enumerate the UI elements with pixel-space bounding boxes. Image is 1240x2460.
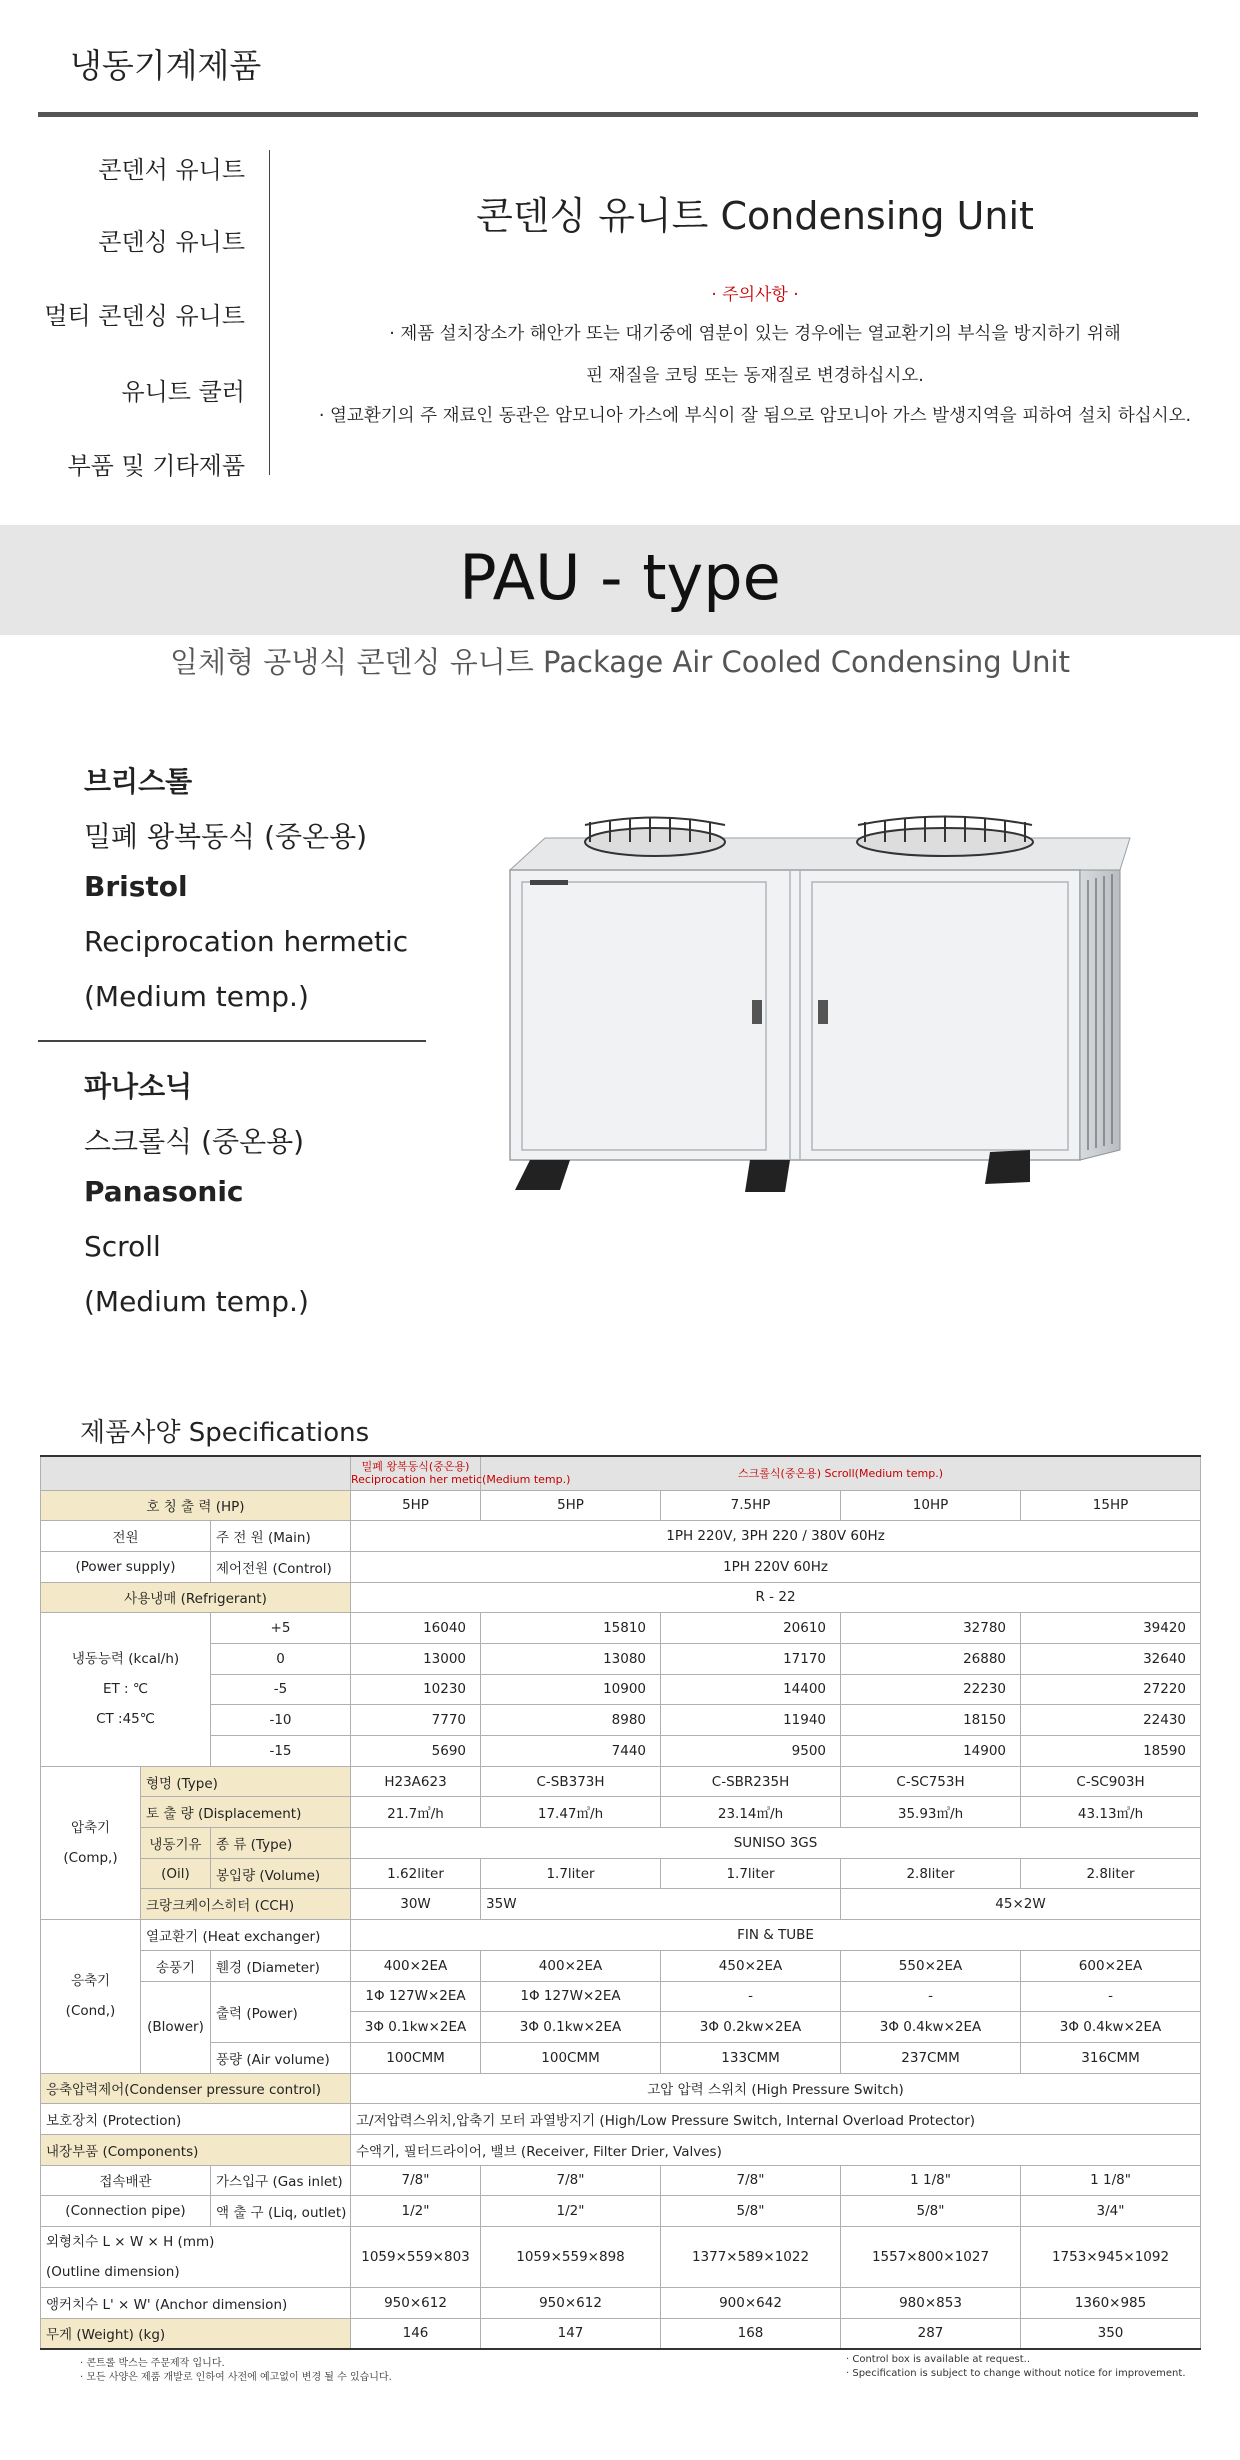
table-cell: 18590	[1021, 1736, 1201, 1767]
product-heading: 콘덴싱 유니트 Condensing Unit	[476, 194, 1034, 238]
table-row-subheader: 주 전 원 (Main)	[211, 1521, 351, 1552]
table-cell: C-SC903H	[1021, 1766, 1201, 1797]
table-cell: 22230	[841, 1674, 1021, 1705]
table-cell: 15HP	[1021, 1490, 1201, 1521]
table-row-subheader: 크랑크케이스히터 (CCH)	[141, 1889, 351, 1920]
table-cell: 5/8"	[841, 2196, 1021, 2227]
table-cell: SUNISO 3GS	[351, 1828, 1201, 1859]
table-cell: 900×642	[661, 2288, 841, 2319]
brand-type-en: Reciprocation hermetic	[84, 925, 409, 958]
table-row	[41, 1950, 1201, 1981]
footnote: · 콘트롤 박스는 주문제작 입니다.	[80, 2358, 225, 2369]
table-cell: 1377×589×1022	[661, 2227, 841, 2288]
table-row	[41, 1551, 1201, 1582]
table-cell: 133CMM	[661, 2042, 841, 2073]
table-cell: C-SBR235H	[661, 1766, 841, 1797]
table-cell: -	[841, 1981, 1021, 2012]
table-cell: 237CMM	[841, 2042, 1021, 2073]
table-cell: 32640	[1021, 1643, 1201, 1674]
table-cell: 43.13㎥/h	[1021, 1797, 1201, 1828]
brand-type-en: Scroll	[84, 1230, 161, 1263]
table-row	[41, 2042, 1201, 2073]
table-cell: 23.14㎥/h	[661, 1797, 841, 1828]
table-row	[41, 1736, 1201, 1767]
table-row-subheader: 제어전원 (Control)	[211, 1551, 351, 1582]
table-cell: 5690	[351, 1736, 481, 1767]
table-row-header: 사용냉매 (Refrigerant)	[41, 1582, 351, 1613]
table-cell: 10230	[351, 1674, 481, 1705]
specs-title: 제품사양 Specifications	[80, 1418, 370, 1448]
table-row	[41, 1456, 1201, 1490]
notice-line: · 제품 설치장소가 해안가 또는 대기중에 염분이 있는 경우에는 열교환기의 부식을 방지하기 위해	[389, 324, 1121, 344]
brand-type-ko: 밀폐 왕복동식 (중온용)	[84, 820, 368, 853]
footnote: · Specification is subject to change without notice for improvement.	[846, 2368, 1186, 2379]
table-cell: 고압 압력 스위치 (High Pressure Switch)	[351, 2073, 1201, 2104]
table-row	[41, 1674, 1201, 1705]
table-row-subheader: -10	[211, 1705, 351, 1736]
table-cell: 1Φ 127W×2EA	[481, 1981, 661, 2012]
table-row-subheader: 출력 (Power)	[211, 1981, 351, 2042]
table-cell: 13000	[351, 1643, 481, 1674]
table-cell: 1/2"	[351, 2196, 481, 2227]
table-row	[41, 2196, 1201, 2227]
table-cell: 30W	[351, 1889, 481, 1920]
table-cell: 32780	[841, 1613, 1021, 1644]
table-cell: 10900	[481, 1674, 661, 1705]
table-cell: 5HP	[351, 1490, 481, 1521]
table-row-subheader: 토 출 량 (Displacement)	[141, 1797, 351, 1828]
table-cell: 3Φ 0.2kw×2EA	[661, 2012, 841, 2043]
table-cell: 7/8"	[661, 2165, 841, 2196]
table-cell: 10HP	[841, 1490, 1021, 1521]
brand-type-ko: 스크롤식 (중온용)	[84, 1125, 305, 1158]
brand-temp: (Medium temp.)	[84, 1285, 309, 1318]
table-cell: 600×2EA	[1021, 1950, 1201, 1981]
type-banner	[0, 525, 1240, 635]
table-row	[41, 1889, 1201, 1920]
table-cell: 1.7liter	[661, 1858, 841, 1889]
table-row	[41, 1920, 1201, 1951]
table-cell: 17.47㎥/h	[481, 1797, 661, 1828]
table-cell: 16040	[351, 1613, 481, 1644]
table-row	[41, 1613, 1201, 1644]
table-row-subheader: 봉입량 (Volume)	[211, 1858, 351, 1889]
table-row	[41, 1582, 1201, 1613]
table-row-header: 접속배관	[41, 2165, 211, 2196]
table-row	[41, 2227, 1201, 2288]
table-row	[41, 2073, 1201, 2104]
table-cell: H23A623	[351, 1766, 481, 1797]
table-cell: 147	[481, 2318, 661, 2349]
table-cell: C-SB373H	[481, 1766, 661, 1797]
brand-name-ko: 파나소닉	[84, 1070, 193, 1103]
table-row-header: 앵커치수 L' × W' (Anchor dimension)	[41, 2288, 351, 2319]
table-cell: 1.62liter	[351, 1858, 481, 1889]
table-row	[41, 2104, 1201, 2135]
table-cell: 7440	[481, 1736, 661, 1767]
spec-table	[40, 1455, 1201, 2350]
table-row	[41, 2134, 1201, 2165]
header-divider	[38, 112, 1198, 117]
table-row-header: (Connection pipe)	[41, 2196, 211, 2227]
table-row-header: 전원	[41, 1521, 211, 1552]
table-cell: 2.8liter	[841, 1858, 1021, 1889]
notice-line: 핀 재질을 코팅 또는 동재질로 변경하십시오.	[586, 366, 924, 386]
table-cell: C-SC753H	[841, 1766, 1021, 1797]
table-cell: 8980	[481, 1705, 661, 1736]
table-cell: 1059×559×803	[351, 2227, 481, 2288]
table-row-subheader: 풍량 (Air volume)	[211, 2042, 351, 2073]
table-row-subheader: (Oil)	[141, 1858, 211, 1889]
table-cell: R - 22	[351, 1582, 1201, 1613]
table-row	[41, 1766, 1201, 1797]
table-row-header: 응축압력제어(Condenser pressure control)	[41, 2073, 351, 2104]
table-row	[41, 1643, 1201, 1674]
table-cell: 3Φ 0.1kw×2EA	[481, 2012, 661, 2043]
table-row-subheader: 0	[211, 1643, 351, 1674]
table-row-header: 압축기 (Comp,)	[41, 1766, 141, 1919]
table-cell: 550×2EA	[841, 1950, 1021, 1981]
table-cell: 3/4"	[1021, 2196, 1201, 2227]
table-cell: 950×612	[481, 2288, 661, 2319]
table-cell: 316CMM	[1021, 2042, 1201, 2073]
table-cell: 수액기, 필터드라이어, 밸브 (Receiver, Filter Drier, Valves)	[351, 2134, 1201, 2165]
brand-name-en: Bristol	[84, 870, 188, 903]
nav-item-condenser-unit[interactable]: 콘덴서 유니트	[98, 156, 245, 184]
table-row	[41, 2288, 1201, 2319]
table-row-subheader: 송풍기	[141, 1950, 211, 1981]
table-row	[41, 2165, 1201, 2196]
header-title: 냉동기계제품	[70, 46, 262, 85]
table-cell: 21.7㎥/h	[351, 1797, 481, 1828]
brand-name-en: Panasonic	[84, 1175, 244, 1208]
footnote: · Control box is available at request..	[846, 2354, 1031, 2365]
table-cell: 35W	[481, 1889, 841, 1920]
brand-temp: (Medium temp.)	[84, 980, 309, 1013]
type-subtitle: 일체형 공냉식 콘덴싱 유니트 Package Air Cooled Condensing Unit	[170, 645, 1070, 679]
table-group-header: 스크롤식(중온용) Scroll(Medium temp.)	[481, 1456, 1201, 1490]
table-cell: 950×612	[351, 2288, 481, 2319]
table-cell: 7/8"	[481, 2165, 661, 2196]
table-row-subheader: 열교환기 (Heat exchanger)	[141, 1920, 351, 1951]
nav-item-unit-cooler[interactable]: 유니트 쿨러	[121, 378, 245, 406]
table-cell: 1PH 220V, 3PH 220 / 380V 60Hz	[351, 1521, 1201, 1552]
table-cell: 27220	[1021, 1674, 1201, 1705]
table-row-subheader: 냉동기유	[141, 1828, 211, 1859]
table-row-header: 무게 (Weight) (kg)	[41, 2318, 351, 2349]
table-cell: 400×2EA	[351, 1950, 481, 1981]
table-cell: 1557×800×1027	[841, 2227, 1021, 2288]
table-row-header: 내장부품 (Components)	[41, 2134, 351, 2165]
table-cell: 35.93㎥/h	[841, 1797, 1021, 1828]
table-row	[41, 2318, 1201, 2349]
table-group-header: 밀폐 왕복동식(중온용) Reciprocation her metic(Medium temp.)	[351, 1456, 481, 1490]
table-cell: 1.7liter	[481, 1858, 661, 1889]
table-cell: 13080	[481, 1643, 661, 1674]
table-row-subheader: +5	[211, 1613, 351, 1644]
table-cell: 3Φ 0.1kw×2EA	[351, 2012, 481, 2043]
table-cell: 9500	[661, 1736, 841, 1767]
nav-item-multi-condensing-unit[interactable]: 멀티 콘덴싱 유니트	[44, 302, 245, 330]
table-cell: 22430	[1021, 1705, 1201, 1736]
table-row-header: 호 칭 출 력 (HP)	[41, 1490, 351, 1521]
table-row-subheader: 액 출 구 (Liq, outlet)	[211, 2196, 351, 2227]
table-cell: 1/2"	[481, 2196, 661, 2227]
table-row	[41, 1981, 1201, 2012]
table-cell: 1PH 220V 60Hz	[351, 1551, 1201, 1582]
table-cell: 26880	[841, 1643, 1021, 1674]
table-row-subheader: 가스입구 (Gas inlet)	[211, 2165, 351, 2196]
table-cell: 2.8liter	[1021, 1858, 1201, 1889]
table-cell: 1 1/8"	[1021, 2165, 1201, 2196]
table-cell: 168	[661, 2318, 841, 2349]
brand-divider	[38, 1040, 426, 1042]
table-row	[41, 1521, 1201, 1552]
table-cell: 5HP	[481, 1490, 661, 1521]
table-row-header: 외형치수 L × W × H (mm) (Outline dimension)	[41, 2227, 351, 2288]
table-row-subheader: -15	[211, 1736, 351, 1767]
table-row	[41, 1490, 1201, 1521]
table-cell: 3Φ 0.4kw×2EA	[1021, 2012, 1201, 2043]
brand-name-ko: 브리스톨	[84, 765, 193, 798]
table-row-header: (Power supply)	[41, 1551, 211, 1582]
table-cell: 287	[841, 2318, 1021, 2349]
table-cell: -	[661, 1981, 841, 2012]
table-cell: 1Φ 127W×2EA	[351, 1981, 481, 2012]
table-cell: 100CMM	[481, 2042, 661, 2073]
table-cell: 18150	[841, 1705, 1021, 1736]
nav-item-condensing-unit[interactable]: 콘덴싱 유니트	[98, 228, 245, 256]
table-row-subheader: 종 류 (Type)	[211, 1828, 351, 1859]
table-row-subheader: -5	[211, 1674, 351, 1705]
table-cell: 400×2EA	[481, 1950, 661, 1981]
notice-title: · 주의사항 ·	[711, 285, 799, 305]
table-cell: 14900	[841, 1736, 1021, 1767]
table-cell: 1059×559×898	[481, 2227, 661, 2288]
table-cell: 100CMM	[351, 2042, 481, 2073]
table-cell: 고/저압력스위치,압축기 모터 과열방지기 (High/Low Pressure Switch, Internal Overload Protector)	[351, 2104, 1201, 2135]
table-row	[41, 1858, 1201, 1889]
table-cell: 7/8"	[351, 2165, 481, 2196]
table-cell: 15810	[481, 1613, 661, 1644]
table-cell: 3Φ 0.4kw×2EA	[841, 2012, 1021, 2043]
table-row	[41, 1828, 1201, 1859]
table-row-header: 보호장치 (Protection)	[41, 2104, 351, 2135]
table-cell: 17170	[661, 1643, 841, 1674]
table-row	[41, 1705, 1201, 1736]
table-cell: 146	[351, 2318, 481, 2349]
side-nav	[0, 150, 270, 480]
table-row-subheader: 휀경 (Diameter)	[211, 1950, 351, 1981]
table-cell: 7770	[351, 1705, 481, 1736]
nav-item-parts-other[interactable]: 부품 및 기타제품	[67, 452, 245, 480]
table-row-subheader: (Blower)	[141, 1981, 211, 2073]
table-row	[41, 1797, 1201, 1828]
type-title: PAU - type	[459, 541, 781, 614]
table-cell: 1360×985	[1021, 2288, 1201, 2319]
table-row-header: 냉동능력 (kcal/h) ET : ℃ CT :45℃	[41, 1613, 211, 1766]
table-row-header: 응축기 (Cond,)	[41, 1920, 141, 2073]
condensing-unit-image	[490, 820, 1130, 1215]
table-cell: 350	[1021, 2318, 1201, 2349]
table-cell: 1753×945×1092	[1021, 2227, 1201, 2288]
table-cell: 7.5HP	[661, 1490, 841, 1521]
table-cell: FIN & TUBE	[351, 1920, 1201, 1951]
table-cell: 980×853	[841, 2288, 1021, 2319]
table-cell: 14400	[661, 1674, 841, 1705]
table-cell: 5/8"	[661, 2196, 841, 2227]
table-cell: 450×2EA	[661, 1950, 841, 1981]
table-cell: 11940	[661, 1705, 841, 1736]
table-cell: 39420	[1021, 1613, 1201, 1644]
table-cell	[41, 1456, 351, 1490]
table-cell: 1 1/8"	[841, 2165, 1021, 2196]
table-cell: -	[1021, 1981, 1201, 2012]
table-cell: 20610	[661, 1613, 841, 1644]
table-cell: 45×2W	[841, 1889, 1201, 1920]
notice-line: · 열교환기의 주 재료인 동관은 암모니아 가스에 부식이 잘 됨으로 암모니아 가스 발생지역을 피하여 설치 하십시오.	[318, 406, 1192, 426]
footnote: · 모든 사양은 제품 개발로 인하여 사전에 예고없이 변경 될 수 있습니다.	[80, 2372, 392, 2383]
table-row-subheader: 형명 (Type)	[141, 1766, 351, 1797]
